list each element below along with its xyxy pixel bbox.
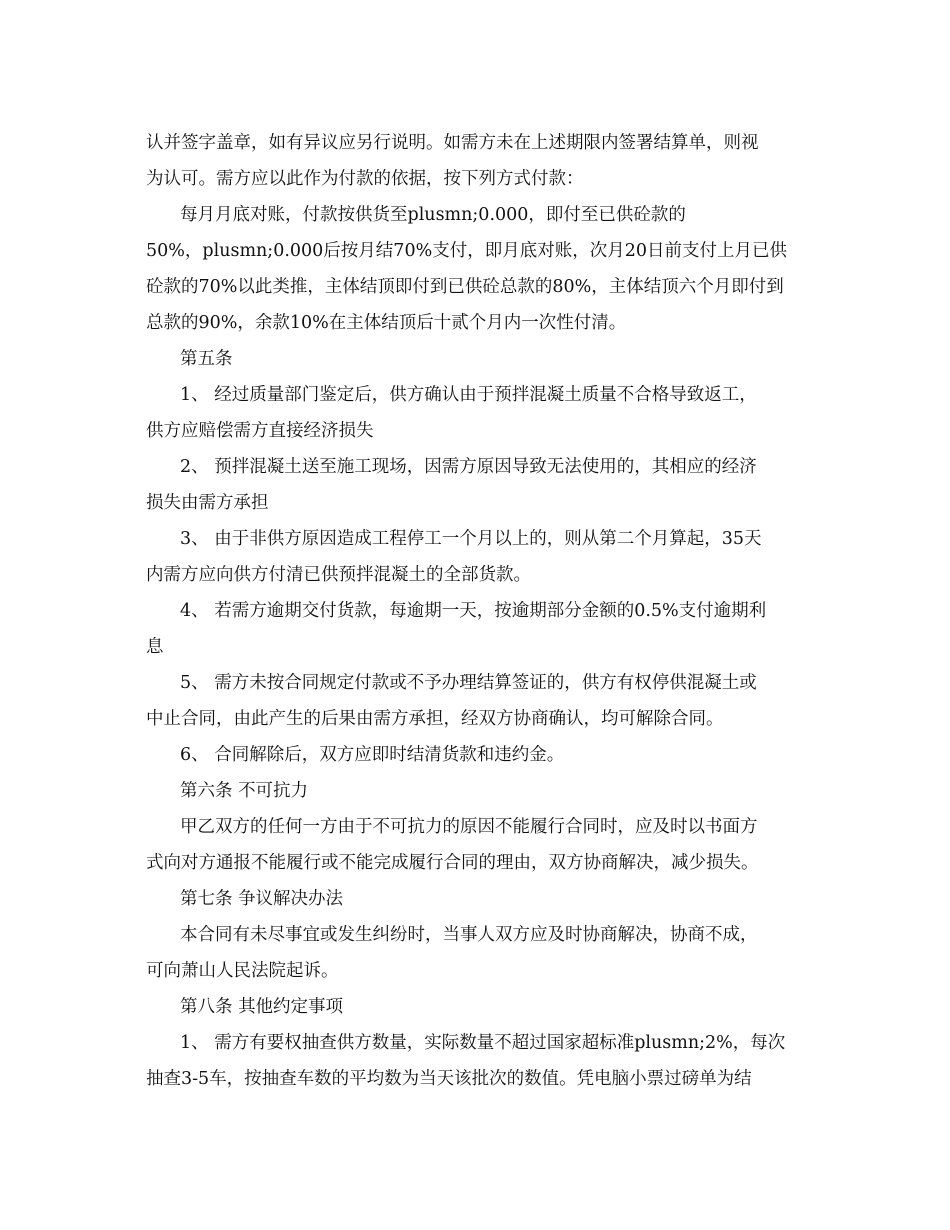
text-line: 息 [146,637,164,657]
text-line: 供方应赔偿需方直接经济损失 [146,421,374,441]
text-line: 2、 预拌混凝土送至施工现场，因需方原因导致无法使用的，其相应的经济 [180,457,757,477]
text-line: 4、 若需方逾期交付货款，每逾期一天，按逾期部分金额的0.5%支付逾期利 [180,601,767,621]
section-heading: 第五条 [180,349,233,369]
text-line: 砼款的70%以此类推，主体结顶即付到已供砼总款的80%，主体结顶六个月即付到 [146,277,784,297]
text-line: 总款的90%，余款10%在主体结顶后十贰个月内一次性付清。 [146,313,627,333]
text-line: 1、 需方有要权抽查供方数量，实际数量不超过国家超标准plusmn;2%，每次 [180,1033,786,1053]
text-line: 5、 需方未按合同规定付款或不予办理结算签证的，供方有权停供混凝土或 [180,673,757,693]
text-line: 中止合同，由此产生的后果由需方承担，经双方协商确认，均可解除合同。 [146,709,724,729]
text-line: 甲乙双方的任何一方由于不可抗力的原因不能履行合同时，应及时以书面方 [180,817,758,837]
text-line: 抽查3-5车，按抽查车数的平均数为当天该批次的数值。凭电脑小票过磅单为结 [146,1069,752,1089]
section-heading: 第七条 争议解决办法 [180,889,344,909]
section-heading: 第六条 不可抗力 [180,781,309,801]
text-line: 本合同有未尽事宜或发生纠纷时，当事人双方应及时协商解决，协商不成， [180,925,758,945]
text-line: 认并签字盖章，如有异议应另行说明。如需方未在上述期限内签署结算单，则视 [146,133,759,153]
text-line: 6、 合同解除后，双方应即时结清货款和违约金。 [180,745,565,765]
text-line: 1、 经过质量部门鉴定后，供方确认由于预拌混凝土质量不合格导致返工， [180,385,757,405]
text-line: 损失由需方承担 [146,493,269,513]
text-line: 50%，plusmn;0.000后按月结70%支付，即月底对账，次月20日前支付上月已供 [146,241,787,261]
text-line: 式向对方通报不能履行或不能完成履行合同的理由，双方协商解决，减少损失。 [146,853,759,873]
text-line: 3、 由于非供方原因造成工程停工一个月以上的，则从第二个月算起，35天 [180,529,762,549]
text-line: 每月月底对账，付款按供货至plusmn;0.000，即付至已供砼款的 [180,205,686,225]
section-heading: 第八条 其他约定事项 [180,997,344,1017]
text-line: 可向萧山人民法院起诉。 [146,961,339,981]
text-line: 内需方应向供方付清已供预拌混凝土的全部货款。 [146,565,531,585]
text-line: 为认可。需方应以此作为付款的依据，按下列方式付款： [146,169,584,189]
